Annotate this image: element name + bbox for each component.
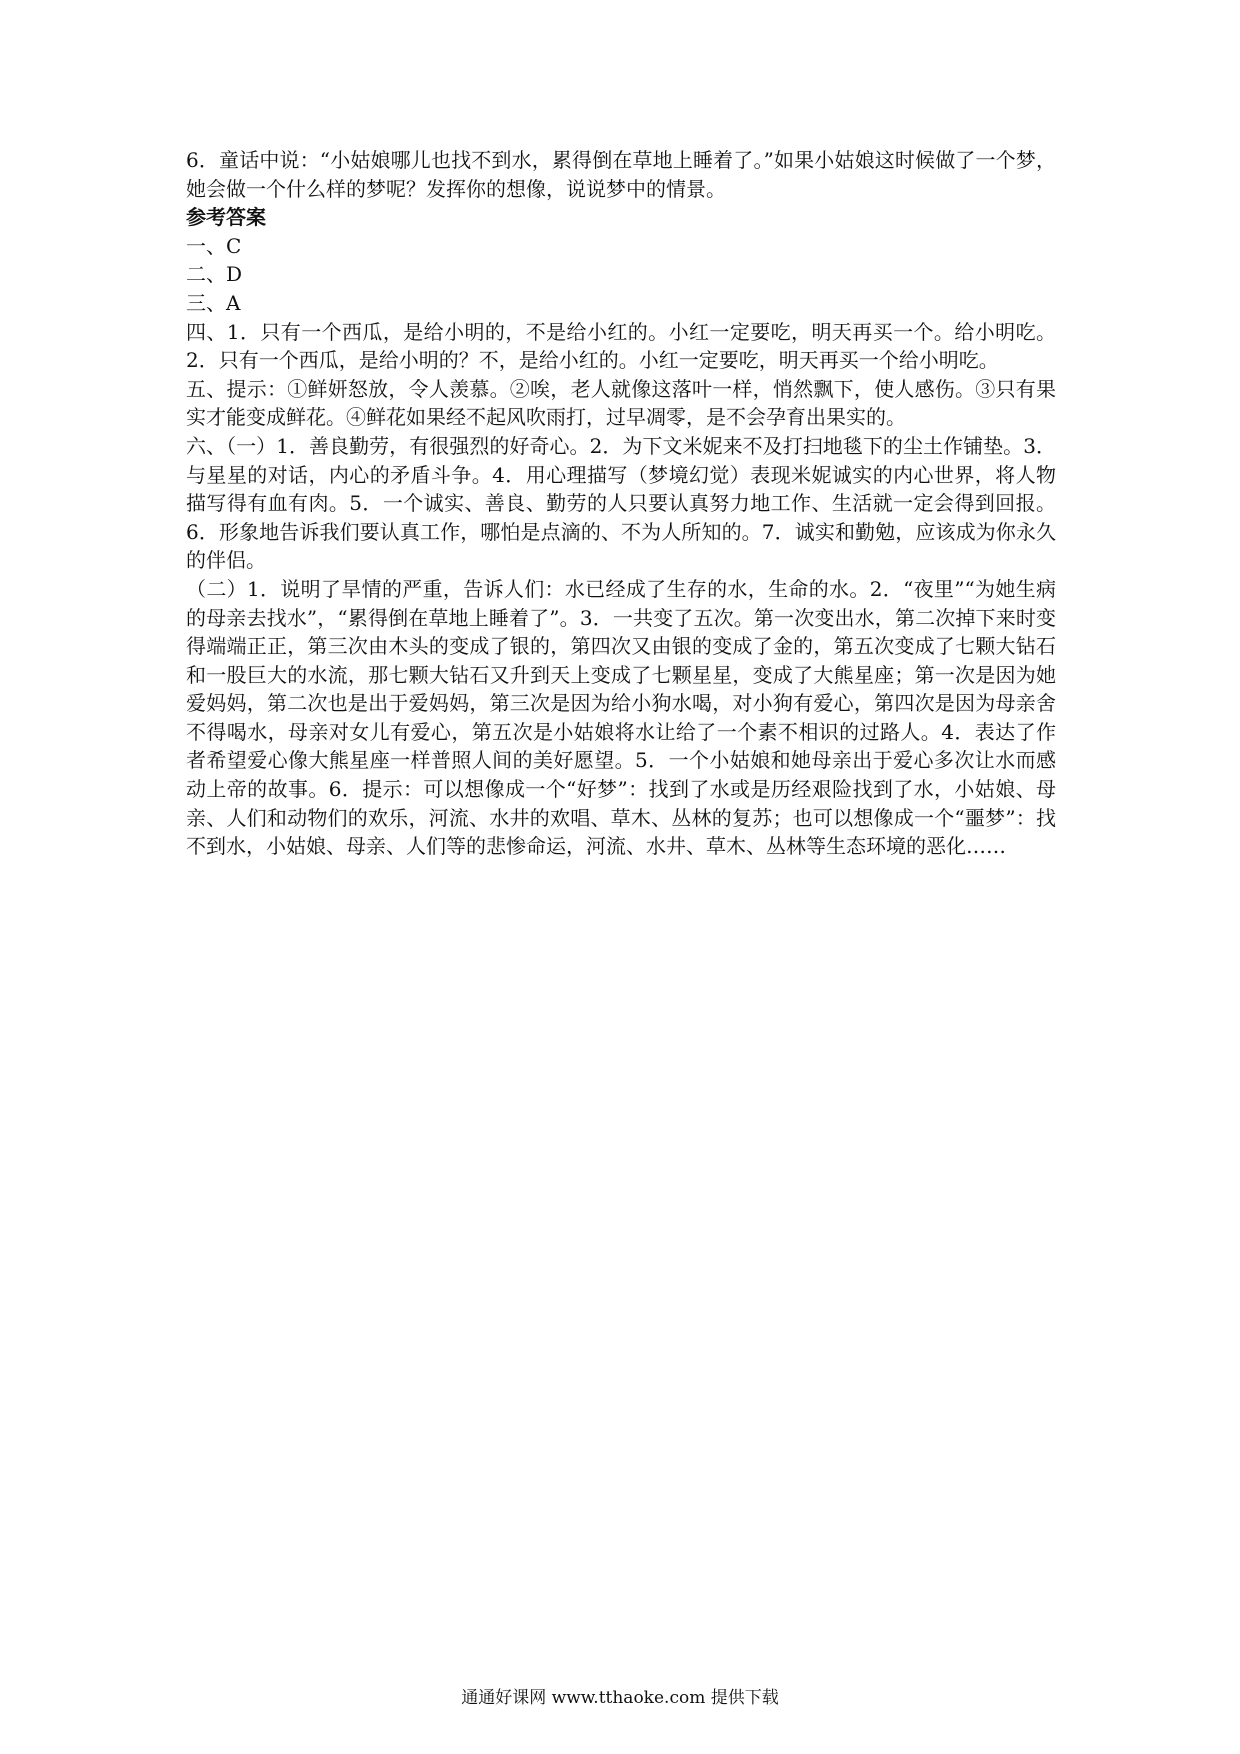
- document-body: [186, 146, 1056, 861]
- answers-heading: 参考答案: [186, 205, 266, 230]
- answer-6-part-2: （二）1．说明了旱情的严重，告诉人们：水已经成了生存的水，生命的水。2．“夜里”“为她生病的母亲去找水”，“累得倒在草地上睡着了”。3．一共变了五次。第一次变出水，第二次掉下来时变得端端正正，第三次由木头的变成了银的，第四次又由银的变成了金的，第五次变成了七颗大钻石和一股巨大的水流，那七颗大钻石又升到天上变成了七颗星星，变成了大熊星座；第一次是因为她爱妈妈，第二次也是出于爱妈妈，第三次是因为给小狗水喝，对小狗有爱心，第四次是因为母亲舍不得喝水，母亲对女儿有爱心，第五次是小姑娘将水让给了一个素不相识的过路人。4．表达了作者希望爱心像大熊星座一样普照人间的美好愿望。5．一个小姑娘和她母亲出于爱心多次让水而感动上帝的故事。6．提示：可以想像成一个“好梦”：找到了水或是历经艰险找到了水，小姑娘、母亲、人们和动物们的欢乐，河流、水井的欢唱、草木、丛林的复苏；也可以想像成一个“噩梦”：找不到水，小姑娘、母亲、人们等的悲惨命运，河流、水井、草木、丛林等生态环境的恶化……: [186, 576, 1056, 859]
- page-footer: 通通好课网 www.tthaoke.com 提供下载: [461, 1688, 779, 1708]
- answer-3: 三、A: [186, 290, 241, 315]
- answer-4: 四、1．只有一个西瓜，是给小明的，不是给小红的。小红一定要吃，明天再买一个。给小明吃。2．只有一个西瓜，是给小明的？不，是给小红的。小红一定要吃，明天再买一个给小明吃。: [186, 319, 1056, 373]
- answer-2: 二、D: [186, 262, 243, 287]
- answer-1: 一、C: [186, 233, 242, 258]
- answer-6-part-1: 六、（一）1．善良勤劳，有很强烈的好奇心。2．为下文米妮来不及打扫地毯下的尘土作铺垫。3．与星星的对话，内心的矛盾斗争。4．用心理描写（梦境幻觉）表现米妮诚实的内心世界，将人物描写得有血有肉。5．一个诚实、善良、勤劳的人只要认真努力地工作、生活就一定会得到回报。6．形象地告诉我们要认真工作，哪怕是点滴的、不为人所知的。7．诚实和勤勉，应该成为你永久的伴侣。: [186, 433, 1056, 573]
- answer-5: 五、提示：①鲜妍怒放，令人羡慕。②唉，老人就像这落叶一样，悄然飘下，使人感伤。③只有果实才能变成鲜花。④鲜花如果经不起风吹雨打，过早凋零，是不会孕育出果实的。: [186, 376, 1056, 430]
- question-6: 6．童话中说：“小姑娘哪儿也找不到水，累得倒在草地上睡着了。”如果小姑娘这时候做了一个梦，她会做一个什么样的梦呢？发挥你的想像，说说梦中的情景。: [186, 148, 1056, 201]
